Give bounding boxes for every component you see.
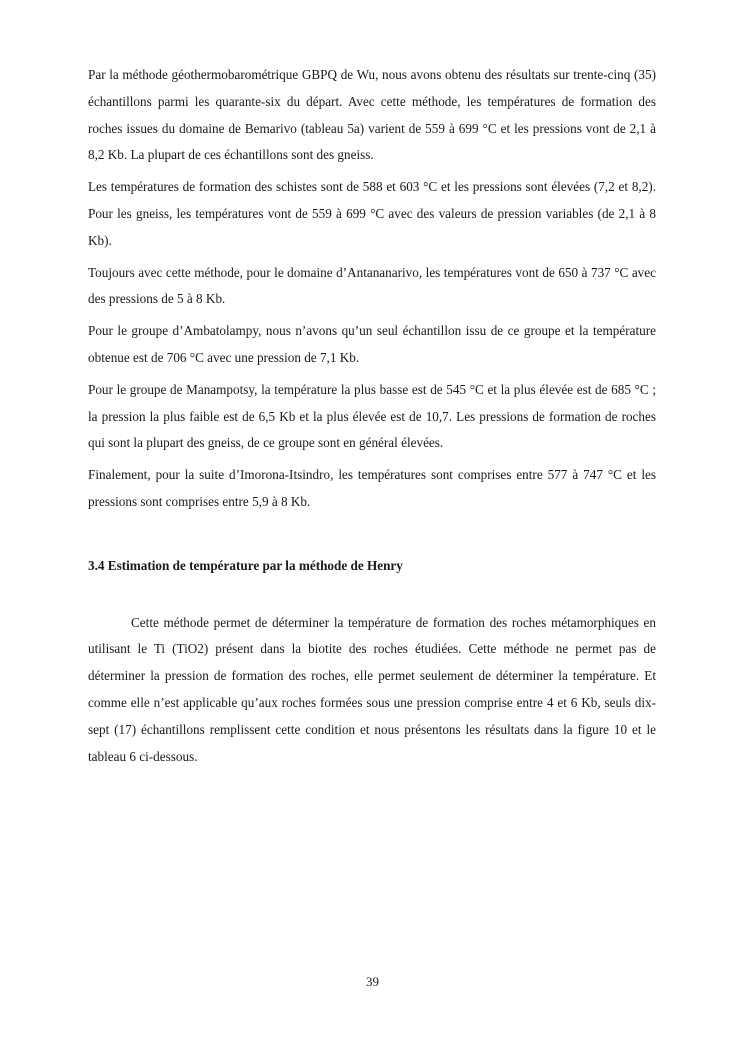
page-number: 39 — [366, 974, 379, 989]
paragraph-henry-method: Cette méthode permet de déterminer la température de formation des roches métamorphiques en utilisant le Ti (TiO2) présent dans la biotite des roches étudiées. Cette méthode ne permet pas de déterminer la pression de formation des roches, elle permet seulement de déterminer la température. Et comme elle n’est applicable qu’aux roches formées sous une pression comprise entre 4 et 6 Kb, seuls dix-sept (17) échantillons remplissent cette condition et nous présentons les résultats dans la figure 10 et le tableau 6 ci-dessous. — [88, 614, 656, 764]
paragraph-schistes-gneiss: Les températures de formation des schistes sont de 588 et 603 °C et les pressions sont élevées (7,2 et 8,2). Pour les gneiss, les températures vont de 559 à 699 °C avec des valeurs de pression variables (de 2,1 à 8 Kb). — [88, 179, 656, 248]
paragraph-antananarivo: Toujours avec cette méthode, pour le domaine d’Antananarivo, les températures vont de 650 à 737 °C avec des pressions de 5 à 8 Kb. — [88, 264, 656, 307]
paragraph-ambatolampy: Pour le groupe d’Ambatolampy, nous n’avons qu’un seul échantillon issu de ce groupe et la température obtenue est de 706 °C avec une pression de 7,1 Kb. — [88, 323, 656, 365]
section-heading: 3.4 Estimation de température par la méthode de Henry — [88, 557, 403, 573]
paragraph-imorona-itsindro: Finalement, pour la suite d’Imorona-Itsindro, les températures sont comprises entre 577 à 747 °C et les pressions sont comprises entre 5,9 à 8 Kb. — [88, 467, 656, 509]
document-page — [88, 62, 656, 770]
paragraph-manampotsy: Pour le groupe de Manampotsy, la température la plus basse est de 545 °C et la plus élevée est de 685 °C ; la pression la plus faible est de 6,5 Kb et la plus élevée est de 10,7. Les pressions de formation de roches qui sont la plupart des gneiss, de ce groupe sont en général élevées. — [88, 381, 656, 451]
paragraph-gbpq-results: Par la méthode géothermobarométrique GBPQ de Wu, nous avons obtenu des résultats sur trente-cinq (35) échantillons parmi les quarante-six du départ. Avec cette méthode, les températures de formation des roches issues du domaine de Bemarivo (tableau 5a) varient de 559 à 699 °C et les pressions vont de 2,1 à 8,2 Kb. La plupart de ces échantillons sont des gneiss. — [88, 67, 656, 163]
